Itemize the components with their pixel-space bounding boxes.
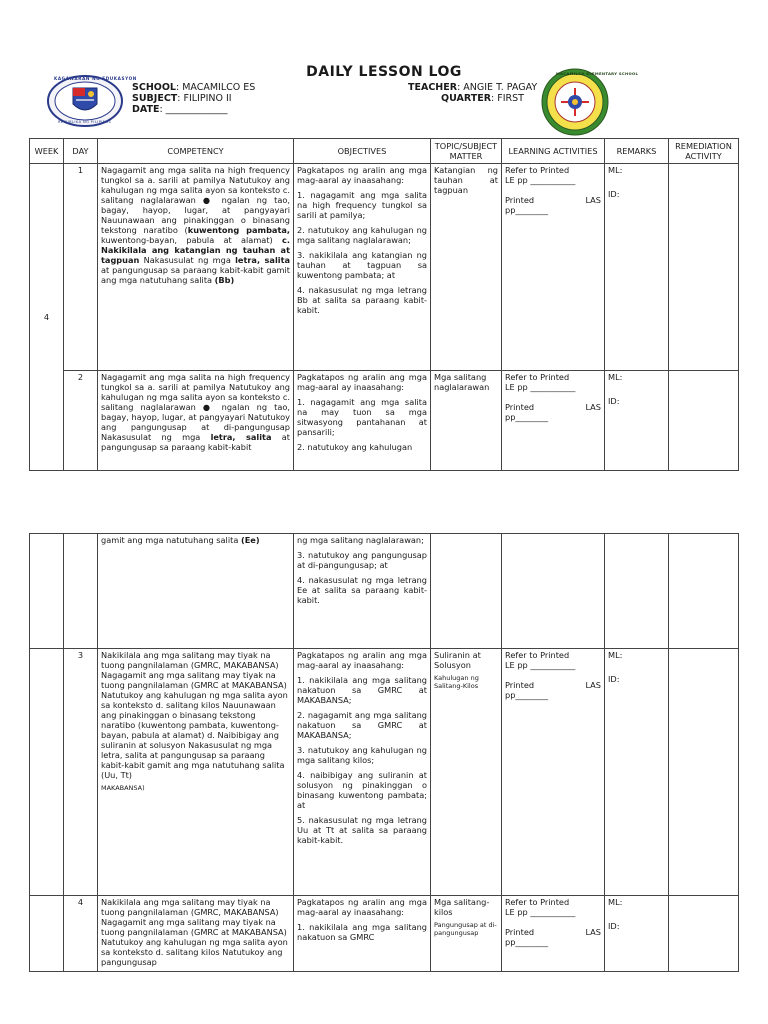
col-learning-activities: LEARNING ACTIVITIES <box>502 139 605 164</box>
competency-cell: Nagagamit ang mga salita na high frequency tungkol sa a. sarili at pamilya Natutukoy ang kahulugan ng mga salita ayon sa konteksto c. salitang naglalarawan ● ngalan ng tao, bagay, hayop, lugar, at pangyayari Nauunawaan ang pinakinggan o binasang tekstong naratibo (kuwentong pambata, kuwentong-bayan, pabula at alamat) c. Nakikilala ang katangian ng tauhan at tagpuan Nakasusulat ng mga letra, salita at pangungusap sa paraang kabit-kabit gamit ang mga natutuhang salita (Bb) <box>98 164 294 371</box>
topic-cell: Katangian ng tauhan at tagpuan <box>431 164 502 371</box>
objectives-cell: Pagkatapos ng aralin ang mga mag-aaral ay inaasahang: 1. nagagamit ang mga salita na high frequency tungkol sa sarili at pamilya; 2. natutukoy ang kahulugan ng mga salitang naglalarawan; 3. nakikilala ang katangian ng tauhan at tagpuan sa kuwentong pambata; at 4. nakasusulat ng mga letrang Bb at salita sa paraang kabit-kabit. <box>294 164 431 371</box>
col-remediation: REMEDIATION ACTIVITY <box>669 139 739 164</box>
table-row-day2 <box>30 371 739 471</box>
col-competency: COMPETENCY <box>98 139 294 164</box>
activities-cell: Refer to Printed LE pp ___________ Printed LAS pp________ <box>502 164 605 371</box>
remarks-cell: ML: ID: <box>605 371 669 471</box>
activities-cell <box>502 534 605 649</box>
remarks-cell <box>605 534 669 649</box>
competency-cell: Nakikilala ang mga salitang may tiyak na tuong pangnilalaman (GMRC, MAKABANSA) Nagagamit ang mga salitang may tiyak na tuong pangnilalaman (GMRC at MAKABANSA) Natutukoy ang kahulugan ng mga salita ayon sa konteksto d. salitang kilos Natutukoy ang pangungusap <box>98 896 294 972</box>
table-row-day1 <box>30 164 739 371</box>
day-cell: 1 <box>64 164 98 371</box>
page-2 <box>0 530 768 1024</box>
week-cell: 4 <box>30 164 64 471</box>
competency-cell: Nakikilala ang mga salitang may tiyak na tuong pangnilalaman (GMRC, MAKABANSA) Nagagamit ang mga salitang may tiyak na tuong pangnilalaman (GMRC at MAKABANSA) Natutukoy ang kahulugan ng mga salita ayon sa konteksto d. salitang kilos Nauunawaan ang pinakinggan o binasang tekstong naratibo (kuwentong pambata, kuwentong-bayan, pabula at alamat) d. Naibibigay ang suliranin at solusyon Nakasusulat ng mga letra, salita at pangungusap sa paraang kabit-kabit gamit ang mga natutuhang salita (Uu, Tt) MAKABANSA) <box>98 649 294 896</box>
col-objectives: OBJECTIVES <box>294 139 431 164</box>
objectives-cell: Pagkatapos ng aralin ang mga mag-aaral ay inaasahang: 1. nagagamit ang mga salita na may tuon sa mga sitwasyong pantahanan at pansarili; 2. natutukoy ang kahulugan <box>294 371 431 471</box>
school-field: SCHOOL: MACAMILCO ES <box>132 82 256 93</box>
subject-field: SUBJECT: FILIPINO II <box>132 93 232 104</box>
deped-seal-subtext: REPUBLIKA NG PILIPINAS <box>58 120 112 124</box>
day-cell: 2 <box>64 371 98 471</box>
objectives-cell: ng mga salitang naglalarawan; 3. natutukoy ang pangungusap at di-pangungusap; at 4. nakasusulat ng mga letrang Ee at salita sa paraang kabit-kabit. <box>294 534 431 649</box>
col-week: WEEK <box>30 139 64 164</box>
remediation-cell <box>669 371 739 471</box>
day-cell: 4 <box>64 896 98 972</box>
school-seal-text: MACAMILCO ELEMENTARY SCHOOL <box>556 71 639 76</box>
lesson-table-page1 <box>29 138 739 471</box>
remarks-cell: ML: ID: <box>605 649 669 896</box>
activities-cell: Refer to Printed LE pp ___________ Printed LAS pp________ <box>502 649 605 896</box>
activities-cell: Refer to Printed LE pp ___________ Printed LAS pp________ <box>502 371 605 471</box>
quarter-field: QUARTER: FIRST <box>441 93 524 104</box>
table-row-day3 <box>30 649 739 896</box>
table-row-day4 <box>30 896 739 972</box>
table-header-row <box>30 139 739 164</box>
week-cell <box>30 534 64 649</box>
date-field: DATE: _____________ <box>132 104 228 115</box>
remediation-cell <box>669 534 739 649</box>
deped-seal-text: KAGAWARAN NG EDUKASYON <box>54 76 137 81</box>
topic-cell: Suliranin at Solusyon Kahulugan ng Salitang-Kilos <box>431 649 502 896</box>
competency-cell: gamit ang mga natutuhang salita (Ee) <box>98 534 294 649</box>
lesson-table-page2 <box>29 533 739 972</box>
topic-cell: Mga salitang naglalarawan <box>431 371 502 471</box>
week-cell <box>30 896 64 972</box>
col-day: DAY <box>64 139 98 164</box>
remediation-cell <box>669 649 739 896</box>
competency-cell: Nagagamit ang mga salita na high frequency tungkol sa a. sarili at pamilya Natutukoy ang kahulugan ng mga salita ayon sa konteksto c. salitang naglalarawan ● ngalan ng tao, bagay, hayop, lugar, at pangyayari Natutukoy ang pangungusap at di-pangungusap Nakasusulat ng mga letra, salita at pangungusap sa paraang kabit-kabit <box>98 371 294 471</box>
page-1 <box>0 0 768 470</box>
day-cell <box>64 534 98 649</box>
col-topic: TOPIC/SUBJECT MATTER <box>431 139 502 164</box>
day-cell: 3 <box>64 649 98 896</box>
table-row-day2-cont <box>30 534 739 649</box>
remediation-cell <box>669 896 739 972</box>
objectives-cell: Pagkatapos ng aralin ang mga mag-aaral ay inaasahang: 1. nakikilala ang mga salitang nakatuon sa GMRC at MAKABANSA; 2. nagagamit ang mga salitang nakatuon sa GMRC at MAKABANSA; 3. natutukoy ang kahulugan ng mga salitang kilos; 4. naibibigay ang suliranin at solusyon ng pinakinggan o binasang kuwentong pambata; at 5. nakasusulat ng mga letrang Uu at Tt at salita sa paraang kabit-kabit. <box>294 649 431 896</box>
teacher-field: TEACHER: ANGIE T. PAGAY <box>408 82 538 93</box>
week-cell <box>30 649 64 896</box>
topic-cell <box>431 534 502 649</box>
remarks-cell: ML: ID: <box>605 164 669 371</box>
activities-cell: Refer to Printed LE pp ___________ Printed LAS pp________ <box>502 896 605 972</box>
objectives-cell: Pagkatapos ng aralin ang mga mag-aaral ay inaasahang: 1. nakikilala ang mga salitang nakatuon sa GMRC <box>294 896 431 972</box>
topic-cell: Mga salitang-kilos Pangungusap at di-pangungusap <box>431 896 502 972</box>
page-title: DAILY LESSON LOG <box>306 64 462 80</box>
remarks-cell: ML: ID: <box>605 896 669 972</box>
remediation-cell <box>669 164 739 371</box>
col-remarks: REMARKS <box>605 139 669 164</box>
